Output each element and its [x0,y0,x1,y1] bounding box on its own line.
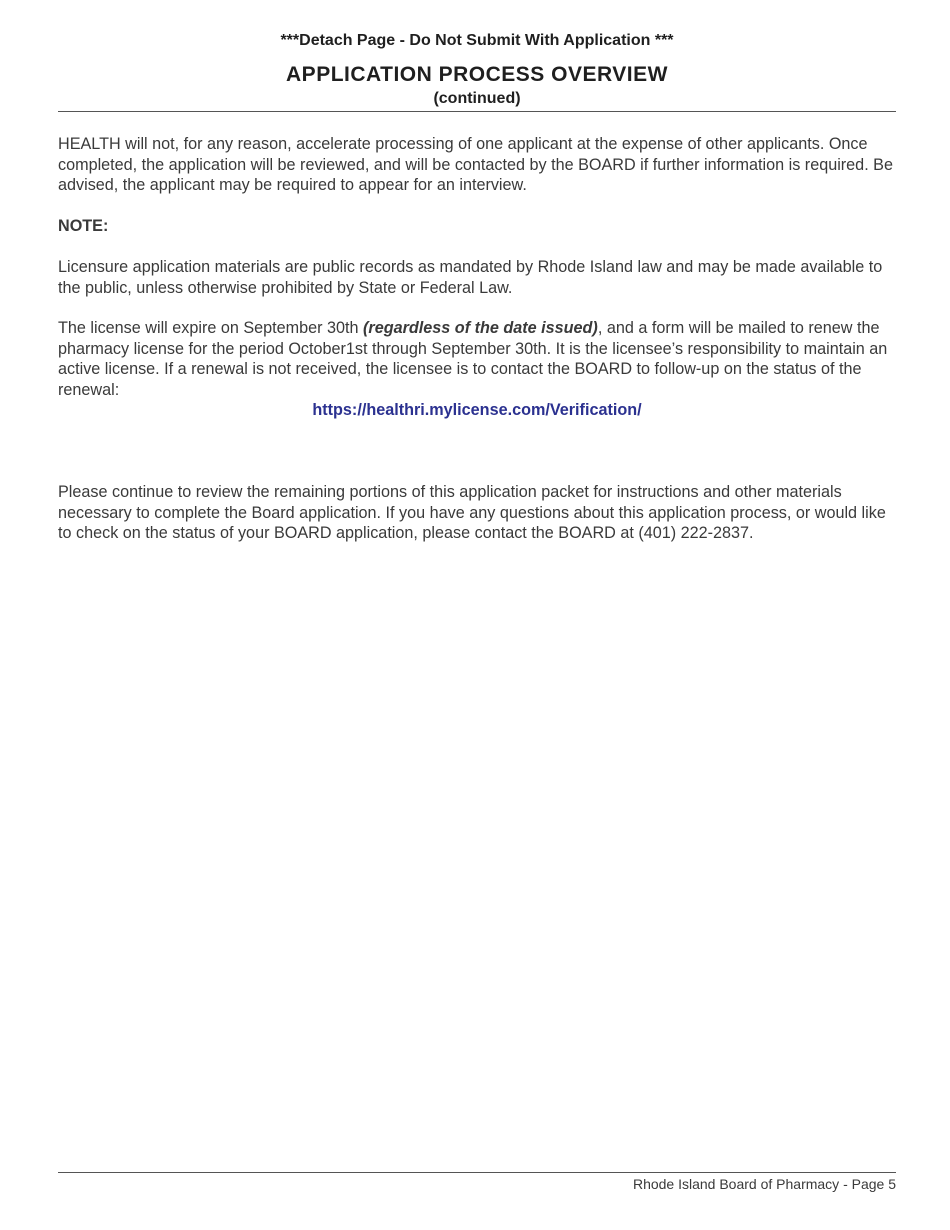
header-divider [58,111,896,112]
license-expiry-text-end: , and a form will be mailed to renew the pharmacy license for the period October1st through September 30th. It is the licensee’s responsibility to maintain an active license. If a renewal is not received, the licensee is to contact the BOARD to follow-up on the status of the renewal: [58,319,888,399]
note-label: NOTE: [58,217,109,235]
detach-notice: ***Detach Page - Do Not Submit With Application *** [280,32,674,49]
license-expiry-emphasis: (regardless of the date issued) [363,319,598,337]
verification-link[interactable]: https://healthri.mylicense.com/Verification/ [312,401,642,419]
license-expiry-text-start: The license will expire on September 30th [58,319,364,337]
footer-page-label: Rhode Island Board of Pharmacy - Page 5 [632,1176,896,1192]
paragraph-license-expiry [58,318,896,400]
page-subtitle: (continued) [433,90,521,107]
paragraph-contact: Please continue to review the remaining portions of this application packet for instructions and other materials necessary to complete the Board application. If you have any questions about this application process, or would like to check on the status of your BOARD application, please contact the BOARD at (401) 222-2837. [58,483,886,542]
footer-divider [58,1172,896,1173]
paragraph-processing: HEALTH will not, for any reason, accelerate processing of one applicant at the expense of other applicants. Once completed, the application will be reviewed, and will be contacted by the BOARD if further information is required. Be advised, the applicant may be required to appear for an interview. [58,135,893,194]
page-title: APPLICATION PROCESS OVERVIEW [286,63,668,86]
paragraph-public-records: Licensure application materials are public records as mandated by Rhode Island law and may be made available to the public, unless otherwise prohibited by State or Federal Law. [58,258,883,297]
document-page [58,0,896,1230]
